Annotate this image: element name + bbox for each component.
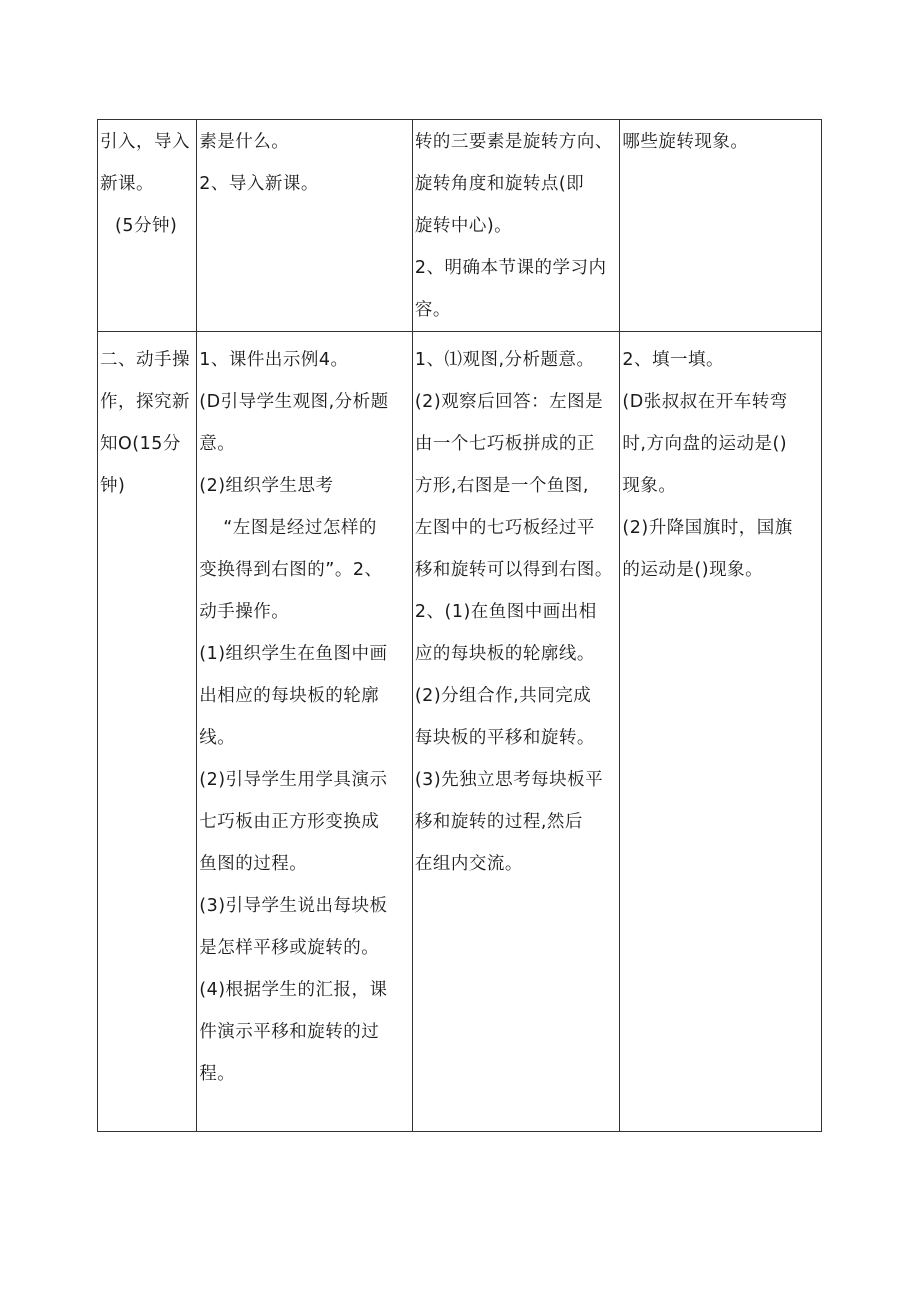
- design-line: 哪些旋转现象。: [622, 132, 749, 152]
- lesson-plan-table: [97, 119, 822, 1132]
- student-line: 每块板的平移和旋转。: [414, 728, 595, 748]
- student-activity-cell: [412, 332, 620, 1132]
- student-line: (3)先独立思考每块板平: [414, 770, 604, 790]
- design-cell: [620, 120, 822, 332]
- student-line: 由一个七巧板拼成的正: [414, 434, 595, 454]
- stage-line: 二、动手操: [100, 350, 190, 370]
- teacher-line: 变换得到右图的”。2、: [199, 560, 383, 580]
- student-line: (2)观察后回答：左图是: [414, 392, 604, 412]
- student-line: 2、(1)在鱼图中画出相: [414, 602, 597, 622]
- teacher-line: 程。: [199, 1064, 236, 1084]
- student-line: 移和旋转的过程,然后: [414, 812, 583, 832]
- student-line: 2、明确本节课的学习内: [414, 258, 607, 278]
- stage-line: 新课。: [100, 174, 154, 194]
- student-line: 1、⑴观图,分析题意。: [414, 350, 595, 370]
- design-line: 现象。: [622, 476, 677, 496]
- stage-line: 作，探究新: [100, 392, 190, 412]
- student-activity-cell: [412, 120, 620, 332]
- student-line: 旋转角度和旋转点(即: [414, 174, 585, 194]
- design-line: 的运动是()现象。: [622, 560, 764, 580]
- student-line: 应的每块板的轮廓线。: [414, 644, 595, 664]
- teacher-line: 1、课件出示例4。: [199, 350, 349, 370]
- stage-line: 引入，导入: [100, 132, 190, 152]
- teacher-line: 素是什么。: [199, 132, 290, 152]
- table-row: [98, 332, 822, 1132]
- teacher-line: 七巧板由正方形变换成: [199, 812, 380, 832]
- design-line: (D张叔叔在开车转弯: [622, 392, 788, 412]
- student-line: 方形,右图是一个鱼图,: [414, 476, 589, 496]
- teacher-line: (4)根据学生的汇报，课: [199, 980, 388, 1000]
- design-line: 时,方向盘的运动是(): [622, 434, 788, 454]
- design-cell: [620, 332, 822, 1132]
- student-line: 旋转中心)。: [414, 216, 513, 236]
- teacher-line: “左图是经过怎样的: [223, 518, 377, 538]
- teacher-line: 件演示平移和旋转的过: [199, 1022, 380, 1042]
- student-line: (2)分组合作,共同完成: [414, 686, 592, 706]
- teacher-line: 线。: [199, 728, 236, 748]
- student-line: 左图中的七巧板经过平: [414, 518, 595, 538]
- teacher-line: 鱼图的过程。: [199, 854, 308, 874]
- design-line: 2、填一填。: [622, 350, 725, 370]
- teacher-activity-cell: [197, 120, 413, 332]
- teacher-line: 是怎样平移或旋转的。: [199, 938, 380, 958]
- teacher-line: (3)引导学生说出每块板: [199, 896, 388, 916]
- teacher-line: 动手操作。: [199, 602, 290, 622]
- stage-line: 钟): [100, 476, 126, 496]
- design-line: (2)升降国旗时，国旗: [622, 518, 793, 538]
- stage-duration: (5分钟): [115, 216, 178, 236]
- teacher-line: 意。: [199, 434, 236, 454]
- stage-cell: [98, 332, 197, 1132]
- student-line: 容。: [414, 300, 451, 320]
- student-line: 在组内交流。: [414, 854, 523, 874]
- stage-line: 知O(15分: [100, 434, 181, 454]
- teacher-line: (2)引导学生用学具演示: [199, 770, 388, 790]
- teacher-activity-cell: [197, 332, 413, 1132]
- teacher-line: 2、导入新课。: [199, 174, 319, 194]
- teacher-line: (D引导学生观图,分析题: [199, 392, 389, 412]
- teacher-line: (1)组织学生在鱼图中画: [199, 644, 388, 664]
- teacher-line: 出相应的每块板的轮廓: [199, 686, 380, 706]
- teacher-line: (2)组织学生思考: [199, 476, 334, 496]
- stage-cell: [98, 120, 197, 332]
- student-line: 转的三要素是旋转方向、: [414, 132, 613, 152]
- student-line: 移和旋转可以得到右图。: [414, 560, 613, 580]
- table-row: [98, 120, 822, 332]
